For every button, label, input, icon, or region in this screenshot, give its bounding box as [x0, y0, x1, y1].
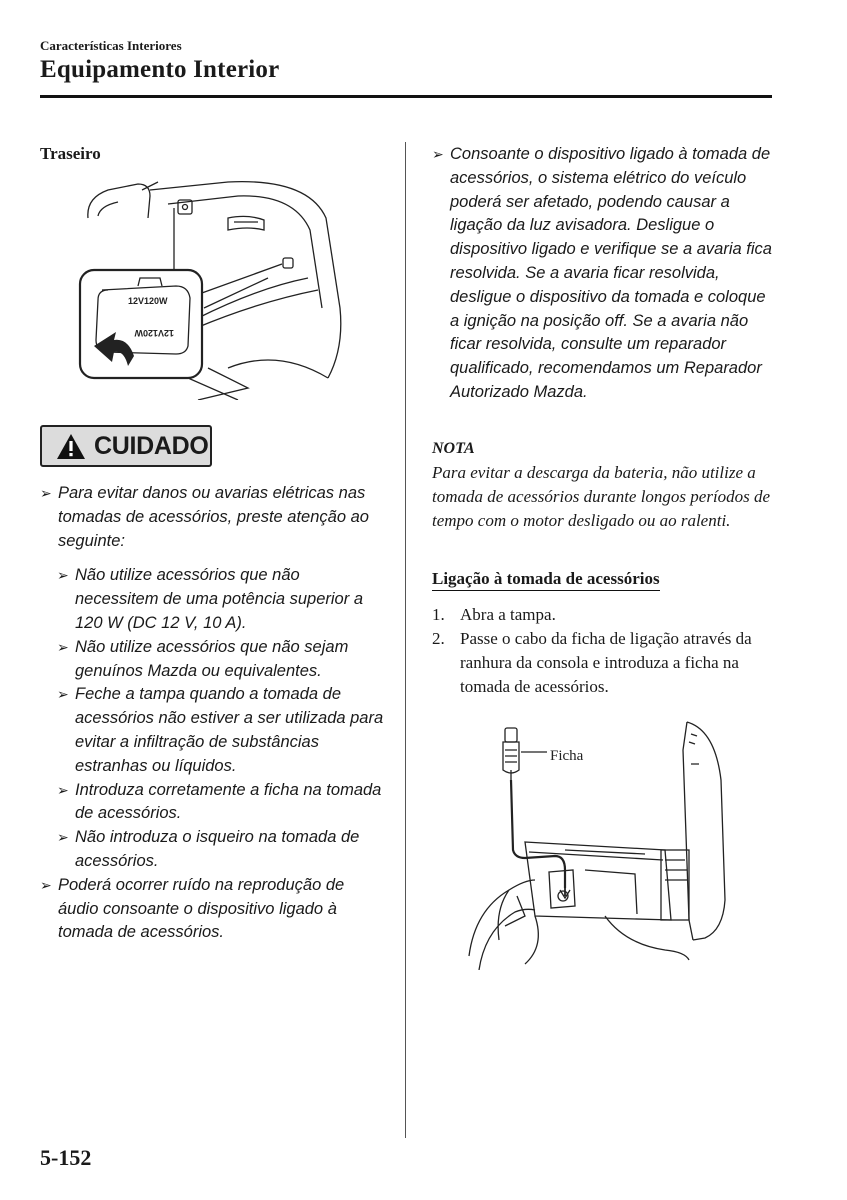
page-number: 5-152: [40, 1145, 92, 1170]
bullet-arrow-icon: ➢: [57, 638, 69, 655]
step-item: [432, 603, 772, 627]
caution-box: [40, 425, 212, 467]
sub-bullet-text: Feche a tampa quando a tomada de acessórios não estiver a ser utilizada para evitar a infiltração de substâncias estranhas ou líquidos.: [75, 685, 384, 775]
caution-label: CUIDADO: [94, 431, 209, 460]
bullet-arrow-icon: ➢: [57, 781, 69, 798]
nota-text: Para evitar a descarga da bateria, não utilize a tomada de acessórios durante longos períodos de tempo com o motor desligado ou ao ralenti.: [432, 463, 771, 530]
bullet-arrow-icon: ➢: [40, 876, 52, 893]
sub-bullet: [57, 683, 385, 778]
bullet-arrow-icon: ➢: [40, 485, 52, 501]
caution-bullet: [432, 143, 777, 405]
sub-bullet: [57, 636, 385, 684]
caution-bullet: [40, 482, 385, 553]
caution-bullet-text: Para evitar danos ou avarias elétricas nas tomadas de acessórios, preste atenção ao seguinte:: [58, 484, 369, 550]
sub-bullet: [57, 826, 385, 874]
ligacao-heading: Ligação à tomada de acessórios: [432, 569, 660, 591]
caution-bullet-text: Poderá ocorrer ruído na reprodução de áudio consoante o dispositivo ligado à tomada de acessórios.: [58, 875, 345, 942]
steps-list: [432, 603, 772, 699]
bullet-arrow-icon: ➢: [57, 567, 69, 584]
caution-bullet-list: [40, 482, 385, 945]
nota-title: NOTA: [432, 440, 475, 457]
bullet-arrow-icon: ➢: [57, 686, 69, 703]
title-rule: [40, 95, 772, 98]
subheading-traseiro: Traseiro: [40, 144, 101, 163]
sub-bullet-text: Introduza corretamente a ficha na tomada de acessórios.: [75, 780, 382, 823]
sub-bullet-text: Não utilize acessórios que não necessitem de uma potência superior a 120 W (DC 12 V, 10 A).: [75, 566, 363, 632]
sub-bullet-text: Não introduza o isqueiro na tomada de acessórios.: [75, 828, 360, 870]
bullet-arrow-icon: ➢: [57, 829, 69, 846]
console-plug-illustration: [465, 720, 755, 970]
step-number: 2.: [432, 629, 445, 648]
step-number: 1.: [432, 605, 445, 624]
page-title: Equipamento Interior: [40, 56, 280, 83]
step-text: Abra a tampa.: [460, 605, 556, 624]
bullet-arrow-icon: ➢: [432, 146, 444, 162]
warning-triangle-icon: [56, 433, 86, 460]
sub-bullet: [57, 564, 385, 635]
rear-socket-illustration: [78, 178, 354, 400]
step-text: Passe o cabo da ficha de ligação através da ranhura da consola e introduza a ficha na tomada de acessórios.: [460, 629, 752, 696]
ficha-label: Ficha: [550, 748, 584, 764]
step-item: [432, 627, 772, 699]
sub-bullet-list: [40, 564, 385, 873]
sub-bullet-text: Não utilize acessórios que não sejam genuínos Mazda ou equivalentes.: [75, 637, 349, 680]
sub-bullet: [57, 779, 385, 827]
socket-label-top: 12V120W: [128, 296, 168, 306]
caution-bullet: [40, 874, 385, 945]
column-divider: [405, 142, 406, 1138]
caution-bullet-text: Consoante o dispositivo ligado à tomada de acessórios, o sistema elétrico do veículo poderá ser afetado, podendo causar a ligação da luz avisadora. Desligue o dispositivo ligado e verifique se a avaria fica resolvida. Se a avaria ficar resolvida, desligue o dispositivo da tomada e coloque a ignição na posição off. Se a avaria não ficar resolvida, consulte um reparador qualificado, recomendamos um Reparador Autorizado Mazda.: [450, 145, 772, 401]
section-label: Características Interiores: [40, 38, 182, 53]
right-caution-bullet-list: [432, 143, 777, 405]
socket-label-bottom: 12V120W: [134, 328, 174, 338]
